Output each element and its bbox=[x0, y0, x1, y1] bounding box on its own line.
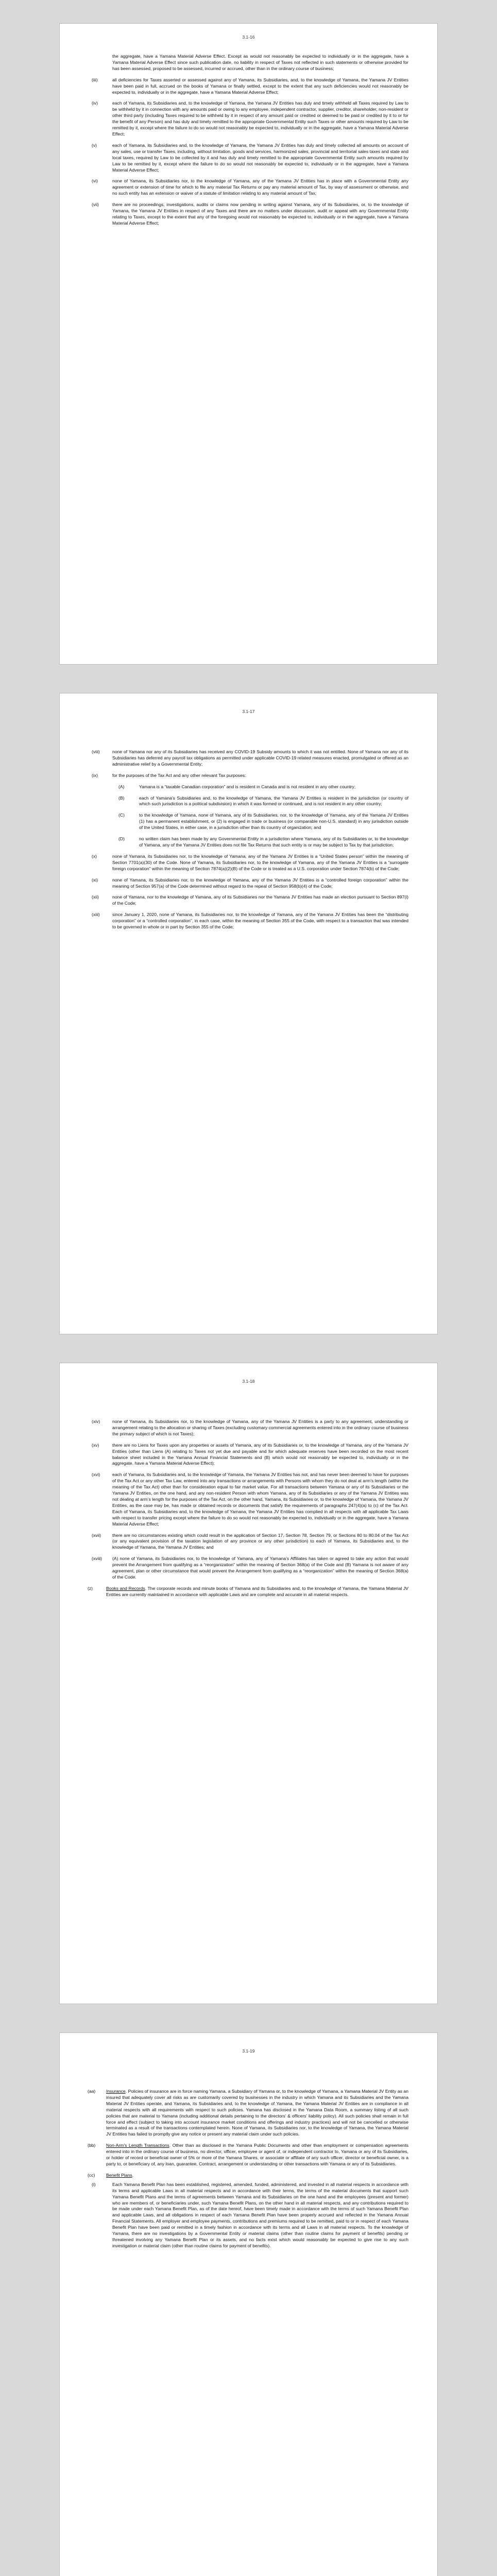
clause-text: none of Yamana, its Subsidiaries nor, to the knowledge of Yamana, any of the Yamana JV Entities is a “United States person” within the meaning of Section 7701(a)(30) of the Code. None of Yamana, its Subsidiaries nor, to the knowledge of Yamana, any of the Yamana JV Entities is a “surrogate foreign corporation” within the meaning of Section 7874(a)(2)(B) of the Code or is treated as a U.S. corporation under Section 7874(b) of the Code; bbox=[112, 853, 408, 871]
clause bbox=[60, 854, 437, 872]
section bbox=[60, 2089, 437, 2138]
clause bbox=[60, 100, 437, 137]
clause bbox=[60, 773, 437, 779]
section-heading: Benefit Plans bbox=[106, 2172, 132, 2178]
clause-label: (xiii) bbox=[92, 912, 100, 918]
clause-text: each of Yamana, its Subsidiaries and, to the knowledge of Yamana, the Yamana JV Entities has duly and timely collected all amounts on account of any sales, use or transfer Taxes, including, without limitation, goods and services, harmonized sales, provincial and territorial sales taxes and state and local taxes, required by Law to be collected by it and has duly and timely remitted to the appropriate Governmental Entity such amounts required by Law to be remitted by it, except where the failure to do so would not reasonably be expected to, individually or in the aggregate, have a Yamana Material Adverse Effect; bbox=[112, 142, 408, 173]
section bbox=[60, 1586, 437, 1598]
clause-text: Each Yamana Benefit Plan has been established, registered, amended, funded, administered, and invested in all material respects in accordance with its terms and applicable Laws in all material respects and in accordance with their terms, the terms of the material documents that support such Yamana Benefit Plans and the terms of agreements between Yamana and its Subsidiaries on the one hand and the employees (present and former) who are members of, or beneficiaries under, such Yamana Benefit Plans, on the other hand in all material respects, and any contributions required to be made under each Yamana Benefit Plan, as of the date hereof, have been timely made in accordance with the terms of such Yamana Benefit Plan and applicable Laws, and all obligations in respect of each Yamana Benefit Plan have been properly accrued and reflected in the Yamana Annual Financial Statements. All employer and employee payments, contributions and premiums required to be remitted, paid to or in respect of each Yamana Benefit Plan have been paid or remitted in a timely fashion in accordance with its terms and all Laws in all material respects. To the knowledge of Yamana, there are no investigations by a Governmental Entity or material claims (other than routine claims for payment of benefits) pending or threatened involving any Yamana Benefit Plan or its assets, and no facts exist which would reasonably be expected to give rise to any such investigation or material claim (other than routine claims for payment of benefits). bbox=[112, 2181, 408, 2248]
clause bbox=[60, 1556, 437, 1581]
clause bbox=[60, 202, 437, 227]
clause-text: each of Yamana, its Subsidiaries and, to the knowledge of Yamana, the Yamana JV Entities has duly and timely withheld all Taxes required by Law to be withheld by it in connection with any amounts paid or owing to any employee, independent contractor, supplier, creditor, shareholder, non-resident or other third party (including Taxes required to be withheld by it in respect of any amount paid or credited or deemed to be paid or credited by it to or for the benefit of any Person) and has duly and timely remitted to the appropriate Governmental Entity such Taxes or other amounts required by Law to be remitted by it, except where the failure to do so would not reasonably be expected to, individually or in the aggregate, have a Yamana Material Adverse Effect; bbox=[112, 100, 408, 137]
clause-text: none of Yamana, its Subsidiaries nor, to the knowledge of Yamana, any of the Yamana JV Entities is a party to any agreement, understanding or arrangement relating to the allocation or sharing of Taxes (excluding customary commercial agreements entered into in the ordinary course of business the primary subject of which is not Taxes); bbox=[112, 1419, 408, 1436]
clause bbox=[60, 1419, 437, 1437]
section-text: . The corporate records and minute books of Yamana and its Subsidiaries and, to the knowledge of Yamana, the Yamana Material JV Entities are currently maintained in accordance with applicable Laws and are complete and accurate in all material respects. bbox=[106, 1585, 408, 1597]
document-page bbox=[59, 693, 438, 1334]
clause-text: there are no Liens for Taxes upon any properties or assets of Yamana, any of its Subsidiaries or, to the knowledge of Yamana, any of the Yamana JV Entities (other than Liens (A) relating to Taxes not yet due and payable and for which adequate reserves have been recorded on the most recent balance sheet included in the Yamana Annual Financial Statements and (B) which would not reasonably be expected to, individually or in the aggregate, have a Yamana Material Adverse Effect); bbox=[112, 1442, 408, 1466]
clause bbox=[60, 877, 437, 890]
page-number: 3.1-17 bbox=[242, 709, 255, 714]
subclause bbox=[60, 836, 437, 849]
document-page bbox=[59, 2032, 438, 2576]
clause-label: (ix) bbox=[92, 772, 98, 778]
clause bbox=[60, 2182, 437, 2249]
clause bbox=[60, 143, 437, 174]
subclause-text: Yamana is a “taxable Canadian corporation” and is resident in Canada and is not resident in any other country; bbox=[139, 784, 356, 789]
section-text: . Other than as disclosed in the Yamana Public Documents and other than employment or compensation agreements entered into in the ordinary course of business, no director, officer, employee or agent of, or independent contractor to, Yamana or any of its Subsidiaries, or holder of record or beneficial owner of 5% or more of the Yamana Shares, or associate or affiliate of any such officer, director or beneficial owner, is a party to, or beneficiary of, any loan, guarantee, Contract, arrangement or understanding or other transactions with Yamana or any of its Subsidiaries. bbox=[106, 2143, 408, 2166]
section-heading: Insurance bbox=[106, 2089, 126, 2094]
clause bbox=[60, 749, 437, 768]
clause bbox=[60, 912, 437, 930]
clause-label: (i) bbox=[92, 2181, 96, 2187]
clause-text: none of Yamana, its Subsidiaries nor, to the knowledge of Yamana, any of the Yamana JV Entities has in place with a Governmental Entity any agreement or extension of time for which to file any material Tax Returns or pay any material amount of Tax, by way of assessment or otherwise, and no such entity has an extension or waiver of a statute of limitation relating to any material amount of Tax; bbox=[112, 178, 408, 196]
clause-text: none of Yamana, its Subsidiaries nor, to the knowledge of Yamana, any of the Yamana JV Entities is a “controlled foreign corporation” within the meaning of Section 957(a) of the Code determined without regard to the repeal of Section 958(b)(4) of the Code; bbox=[112, 877, 408, 889]
page-number: 3.1-16 bbox=[242, 35, 255, 40]
section bbox=[60, 2143, 437, 2167]
clause-text: all deficiencies for Taxes asserted or assessed against any of Yamana, its Subsidiaries, and, to the knowledge of Yamana, the Yamana JV Entities have been paid in full, accrued on the books of Yamana or finally settled, except to the extent that any such deficiencies would not reasonably be expected to, individually or in the aggregate, have a Yamana Material Adverse Effect; bbox=[112, 77, 408, 95]
clause-label: (x) bbox=[92, 853, 97, 859]
clause bbox=[60, 1472, 437, 1527]
clause bbox=[60, 77, 437, 96]
clause-label: (vi) bbox=[92, 178, 98, 184]
clause-text: none of Yamana nor any of its Subsidiaries has received any COVID-19 Subsidy amounts to which it was not entitled. None of Yamana nor any of its Subsidiaries has deferred any payroll tax obligations as permitted under applicable COVID-19 related measures enacted, promulgated or offered as an administrative relief by a Governmental Entity; bbox=[112, 749, 408, 767]
subclause bbox=[60, 795, 437, 808]
section-label: (bb) bbox=[88, 2143, 96, 2148]
clause-label: (xviii) bbox=[92, 1556, 102, 1562]
page-number: 3.1-19 bbox=[242, 2048, 255, 2054]
clause-text: (A) none of Yamana, its Subsidiaries nor, to the knowledge of Yamana, any of Yamana’s Affiliates has taken or agreed to take any action that would prevent the Arrangement from qualifying as a “reorganization” within the meaning of Section 368(a) of the Code and (B) Yamana is not aware of any agreement, plan or other circumstance that would prevent the Arrangement from qualifying as a “reorganization” within the meaning of Section 368(a) of the Code. bbox=[112, 1556, 408, 1580]
clause-label: (vii) bbox=[92, 202, 99, 208]
section-label: (aa) bbox=[88, 2089, 96, 2094]
clause bbox=[60, 1443, 437, 1467]
clause-text: none of Yamana, nor to the knowledge of Yamana, any of its Subsidiaries nor the Yamana JV Entities has made an election pursuant to Section 897(i) of the Code; bbox=[112, 894, 408, 906]
clause-label: (v) bbox=[92, 142, 97, 148]
subclause bbox=[60, 812, 437, 831]
subclause-text: each of Yamana’s Subsidiaries and, to the knowledge of Yamana, the Yamana JV Entities is resident in the jurisdiction (or country of which such jurisdiction is a political subdivision) in which it was formed or continued, and is not resident in any other country; bbox=[139, 795, 408, 807]
clause-text: since January 1, 2020, none of Yamana, its Subsidiaries nor, to the knowledge of Yamana, any of the Yamana JV Entities has been the “distributing corporation” or a “controlled corporation”, in each case, within the meaning of Section 355 of the Code, with respect to a transaction that was intended to be governed in whole or in part by Section 355 of the Code; bbox=[112, 912, 408, 930]
clause bbox=[60, 178, 437, 197]
section bbox=[60, 2173, 437, 2179]
clause-label: (iv) bbox=[92, 100, 98, 106]
subclause-text: no written claim has been made by any Governmental Entity in a jurisdiction where Yamana, any of its Subsidiaries or, to the knowledge of Yamana, any of the Yamana JV Entities does not file Tax Returns that such entity is or may be subject to Tax by that jurisdiction; bbox=[139, 836, 408, 848]
subclause-label: (A) bbox=[118, 784, 125, 789]
subclause-label: (B) bbox=[118, 795, 125, 801]
clause-text: each of Yamana, its Subsidiaries and, to the knowledge of Yamana, the Yamana JV Entities has not, and has never been deemed to have for purposes of the Tax Act or any other Tax Law, entered into any transactions or arrangements with Persons with whom they do not deal at arm’s length (within the meaning of the Tax Act) other than for consideration equal to fair market value. For all transactions between Yamana or any of its Subsidiaries or the Yamana JV Entities, on the one hand, and any non-resident Person with whom Yamana, any of its Subsidiaries or any of the Yamana JV Entities was not dealing at arm’s length for the purposes of the Tax Act, on the other hand, Yamana, its Subsidiaries or, to the knowledge of Yamana, the Yamana JV Entities, as the case may be, has made or obtained records or documents that satisfy the requirements of paragraphs 247(4)(a) to (c) of the Tax Act. Each of Yamana, its Subsidiaries and, to the knowledge of Yamana, the Yamana JV Entities has complied in all respects with all applicable Tax Laws with respect to transfer pricing except where the failure to do so would not reasonably be expected to, individually or in the aggregate, have a Yamana Material Adverse Effect; bbox=[112, 1472, 408, 1527]
section-label: (cc) bbox=[88, 2172, 95, 2178]
section-heading: Books and Records bbox=[106, 1585, 145, 1591]
subclause-label: (C) bbox=[118, 812, 125, 818]
subclause-label: (D) bbox=[118, 836, 125, 842]
page-number: 3.1-18 bbox=[242, 1379, 255, 1384]
clause-label: (xvii) bbox=[92, 1532, 101, 1538]
section-text: . bbox=[132, 2172, 134, 2178]
clause-text: for the purposes of the Tax Act and any other relevant Tax purposes: bbox=[112, 772, 246, 778]
clause bbox=[60, 1533, 437, 1551]
clause-label: (xvi) bbox=[92, 1472, 100, 1478]
subclause bbox=[60, 784, 437, 790]
clause-label: (viii) bbox=[92, 749, 100, 754]
clause bbox=[60, 894, 437, 907]
section-heading: Non-Arm’s Length Transactions bbox=[106, 2143, 169, 2148]
document-page bbox=[59, 23, 438, 665]
clause-label: (xi) bbox=[92, 877, 98, 883]
section-text: . Policies of insurance are in force naming Yamana, a Subsidiary of Yamana or, to the knowledge of Yamana, a Yamana Material JV Entity as an insured that adequately cover all risks as are customarily covered by businesses in the industry in which Yamana and its Subsidiaries and the Yamana Material JV Entities operate, and Yamana, its Subsidiaries and, to the knowledge of Yamana, the Yamana Material JV Entities are in compliance in all material respects with all requirements with respect to such policies. Yamana has disclosed in the Yamana Data Room, a summary listing of all such policies that are material to Yamana (including additional details pertaining to the directors’ & officers’ liability policy). All such policies shall remain in full force and effect (subject to taking into account insurance market conditions and offerings and industry practices) and will not be cancelled or otherwise terminated as a result of the transactions contemplated herein. None of Yamana, its Subsidiaries nor, to the knowledge of Yamana, the Yamana Material JV Entities has failed to promptly give any notice or present any material claim under such policies. bbox=[106, 2089, 408, 2137]
clause-label: (iii) bbox=[92, 77, 98, 82]
clause-text: there are no proceedings, investigations, audits or claims now pending in writing against Yamana, any of its Subsidiaries, or, to the knowledge of Yamana, the Yamana JV Entities in respect of any Taxes and there are no matters under discussion, audit or appeal with any Governmental Entity relating to Taxes, except to the extent that any of the foregoing would not reasonably be expected to, individually or in the aggregate, have a Yamana Material Adverse Effect; bbox=[112, 202, 408, 226]
clause-text: there are no circumstances existing which could result in the application of Section 17, Section 78, Section 79, or Sections 80 to 80.04 of the Tax Act (or any equivalent provision of the taxation legislation of any province or any other jurisdiction) to each of Yamana, its Subsidiaries and, to the knowledge of Yamana, the Yamana JV Entities; and bbox=[112, 1532, 408, 1550]
subclause-text: to the knowledge of Yamana, none of Yamana, any of its Subsidiaries, nor, to the knowledge of Yamana, any of the Yamana JV Entities (1) has a permanent establishment, or (2) is engaged in trade or business (or comparable non-U.S. standard) in any jurisdiction outside of the United States, in either case, in a jurisdiction other than its country of organization; and bbox=[139, 812, 408, 831]
clause-label: (xv) bbox=[92, 1442, 99, 1448]
paragraph: the aggregate, have a Yamana Material Adverse Effect. Except as would not reasonably be expected to individually or in the aggregate, have a Yamana Material Adverse Effect since such publication date, no liability in respect of Taxes not reflected in such statements or otherwise provided for has been assessed, proposed to be assessed, incurred or accrued, other than in the ordinary course of business; bbox=[112, 54, 408, 71]
section-label: (z) bbox=[88, 1585, 93, 1591]
clause-label: (xiv) bbox=[92, 1419, 100, 1424]
clause-label: (xii) bbox=[92, 894, 99, 900]
document-page bbox=[59, 1363, 438, 2004]
